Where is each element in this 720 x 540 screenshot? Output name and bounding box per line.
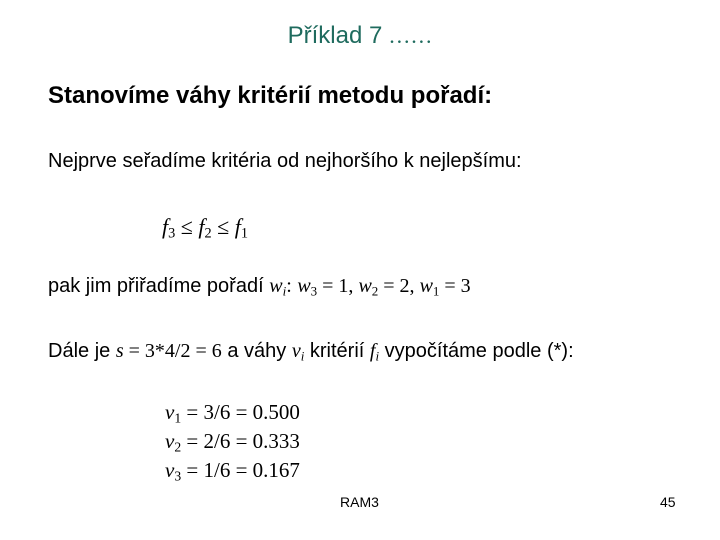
leq-symbol: ≤ [217, 214, 230, 239]
criteria-ordering [162, 214, 248, 240]
rank-text: pak jim přiřadíme pořadí [48, 275, 264, 297]
w-subscript: 3 [310, 283, 318, 299]
weight-row [165, 398, 300, 427]
w-symbol: w [358, 275, 372, 297]
line3-prefix: Dále je [48, 340, 111, 362]
w-symbol: w [269, 275, 283, 297]
w2-value: = 2, [378, 275, 420, 297]
f-subscript: 1 [240, 225, 248, 242]
v-subscript: 3 [174, 468, 182, 484]
f-symbol: f [234, 214, 241, 239]
weight-expression: = 1/6 = 0.167 [181, 458, 300, 482]
slide-title-text: Příklad 7 [287, 22, 383, 49]
f-subscript: 3 [168, 225, 176, 242]
w-subscript: 1 [432, 283, 440, 299]
page-number: 45 [660, 494, 676, 510]
v-subscript: i [300, 348, 305, 364]
weight-row [165, 456, 300, 485]
f-subscript: i [375, 348, 380, 364]
slide-title [0, 22, 720, 50]
f-symbol: f [369, 340, 376, 362]
v-symbol: v [165, 429, 175, 453]
weight-row [165, 427, 300, 456]
footer-label: RAM3 [340, 494, 379, 510]
s-symbol: s [115, 340, 124, 362]
leq-symbol: ≤ [180, 214, 193, 239]
w-symbol: w [419, 275, 433, 297]
v-subscript: 2 [174, 439, 182, 455]
v-symbol: v [291, 340, 301, 362]
weight-expression: = 2/6 = 0.333 [181, 429, 300, 453]
colon: : [286, 275, 292, 297]
section-heading: Stanovíme váhy kritérií metodu pořadí: [48, 82, 493, 109]
line3-mid: a váhy [227, 340, 287, 362]
weights-intro-line [48, 340, 574, 363]
s-formula: = 3*4/2 = 6 [123, 340, 222, 362]
line3-suffix: vypočítáme podle (*): [384, 340, 574, 362]
v-symbol: v [165, 458, 175, 482]
line3-mid2: kritérií [309, 340, 365, 362]
w-subscript: i [282, 283, 287, 299]
w1-value: = 3 [439, 275, 471, 297]
intro-line: Nejprve seřadíme kritéria od nejhoršího k nejlepšímu: [48, 150, 522, 172]
v-subscript: 1 [174, 410, 182, 426]
v-symbol: v [165, 400, 175, 424]
w3-value: = 1, [317, 275, 359, 297]
slide-title-ellipsis: …… [388, 23, 433, 48]
w-subscript: 2 [371, 283, 379, 299]
w-symbol: w [297, 275, 311, 297]
weight-expression: = 3/6 = 0.500 [181, 400, 300, 424]
f-symbol: f [162, 214, 169, 239]
weights-list [165, 398, 300, 485]
rank-assignment-line [48, 275, 471, 298]
f-symbol: f [198, 214, 205, 239]
f-subscript: 2 [204, 225, 212, 242]
